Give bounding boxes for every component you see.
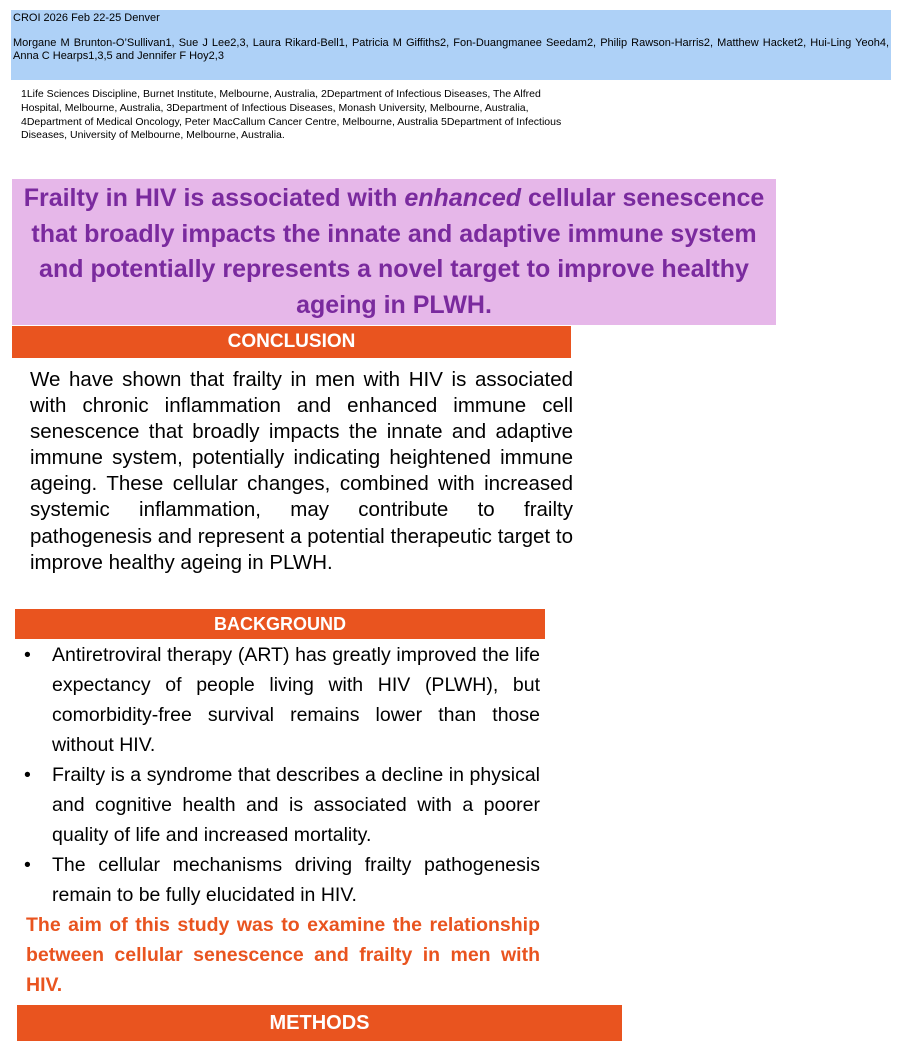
headline-banner xyxy=(12,179,776,325)
bullet-marker: • xyxy=(24,854,31,876)
bullet-text: Frailty is a syndrome that describes a decline in physical and cognitive health and is associated with a poorer quality of life and increased mortality. xyxy=(52,764,540,846)
bullet-marker: • xyxy=(24,644,31,666)
affiliations: 1Life Sciences Discipline, Burnet Institute, Melbourne, Australia, 2Department of Infectious Diseases, The Alfred Hospital, Melbourne, Australia, 3Department of Infectious Diseases, Monash University, Melbourne, Australia, 4Department of Medical Oncology, Peter MacCallum Cancer Centre, Melbourne, Australia 5Department of Infectious Diseases, University of Melbourne, Melbourne, Australia. xyxy=(21,88,562,142)
conference-label: CROI 2026 Feb 22-25 Denver xyxy=(13,12,160,24)
headline-emphasis: enhanced xyxy=(404,184,522,212)
bullet-text: The cellular mechanisms driving frailty pathogenesis remain to be fully elucidated in HIV. xyxy=(52,854,540,906)
author-list: Morgane M Brunton-O’Sullivan1, Sue J Lee2,3, Laura Rikard-Bell1, Patricia M Giffiths2, Fon-Duangmanee Seedam2, Philip Rawson-Harris2, Matthew Hacket2, Hui-Ling Yeoh4, Anna C Hearps1,3,5 and Jennifer F Hoy2,3 xyxy=(13,37,889,62)
headline-part-1: Frailty in HIV is associated with xyxy=(23,184,405,212)
background-heading: BACKGROUND xyxy=(15,609,545,639)
conclusion-heading: CONCLUSION xyxy=(12,326,571,358)
headline-text xyxy=(14,181,774,323)
conclusion-text: We have shown that frailty in men with HIV is associated with chronic inflammation and enhanced immune cell senescence that broadly impacts the innate and adaptive immune system, potentially indicating heightened immune ageing. These cellular changes, combined with increased systemic inflammation, may contribute to frailty pathogenesis and represent a potential therapeutic target to improve healthy ageing in PLWH. xyxy=(30,368,573,574)
methods-heading: METHODS xyxy=(17,1005,622,1041)
study-aim: The aim of this study was to examine the relationship between cellular senescence and frailty in men with HIV. xyxy=(26,914,540,996)
background-bullet xyxy=(24,760,540,850)
background-bullet xyxy=(24,640,540,760)
author-header xyxy=(11,10,891,80)
background-bullets xyxy=(24,640,540,910)
bullet-marker: • xyxy=(24,764,31,786)
headline-part-2: cellular senescence that broadly impacts the innate and adaptive immune system and potentially represents a novel target to improve healthy ageing in PLWH. xyxy=(31,184,765,319)
background-bullet xyxy=(24,850,540,910)
bullet-text: Antiretroviral therapy (ART) has greatly improved the life expectancy of people living with HIV (PLWH), but comorbidity-free survival remains lower than those without HIV. xyxy=(52,644,540,756)
